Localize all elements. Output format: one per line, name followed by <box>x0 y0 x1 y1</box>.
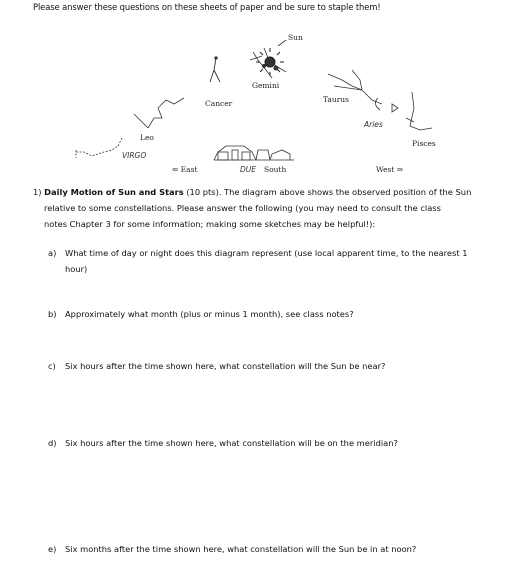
sub-letter: e) <box>48 544 57 554</box>
pisces-constellation <box>406 92 432 130</box>
q1-line3: notes Chapter 3 for some information; making some sketches may be helpful!): <box>44 219 376 229</box>
leo-constellation <box>134 98 184 128</box>
cancer-label: Cancer <box>205 99 233 108</box>
question-1 <box>33 184 503 232</box>
virgo-label: VIRGO <box>122 151 147 160</box>
sub-text: Six hours after the time shown here, what constellation will the Sun be near? <box>65 361 386 371</box>
q1-line2: relative to some constellations. Please answer the following (you may need to consult the class <box>44 203 441 213</box>
sky-diagram <box>0 0 512 180</box>
houses-horizon <box>214 146 294 160</box>
instructions-text: Please answer these questions on these sheets of paper and be sure to staple them! <box>33 2 381 12</box>
south-label: South <box>264 165 287 174</box>
q1-title: Daily Motion of Sun and Stars <box>44 187 184 197</box>
east-label: ⇐ East <box>172 165 198 174</box>
sub-text: Six months after the time shown here, what constellation will the Sun be in at noon? <box>65 544 417 554</box>
virgo-constellation <box>76 138 122 158</box>
sun-label: Sun <box>288 33 303 42</box>
due-label: DUE <box>240 165 257 174</box>
aries-label: Aries <box>364 120 383 129</box>
cancer-constellation <box>210 57 220 82</box>
sub-text: What time of day or night does this diagram represent (use local apparent time, to the nearest 1 <box>65 248 468 258</box>
pisces-label: Pisces <box>412 139 436 148</box>
west-label: West ⇒ <box>376 165 404 174</box>
taurus-label: Taurus <box>323 95 349 104</box>
q1-number: 1) <box>33 187 42 197</box>
sub-text: Six hours after the time shown here, what constellation will be on the meridian? <box>65 438 398 448</box>
leo-label: Leo <box>140 133 154 142</box>
q1-intro: (10 pts). The diagram above shows the observed position of the Sun <box>183 187 472 197</box>
sub-letter: a) <box>48 248 57 258</box>
sun-icon <box>256 48 284 76</box>
gemini-label: Gemini <box>252 81 280 90</box>
sub-text: Approximately what month (plus or minus 1 month), see class notes? <box>65 309 354 319</box>
sub-letter: d) <box>48 438 57 448</box>
sub-text-cont: hour) <box>65 264 88 274</box>
sub-letter: c) <box>48 361 56 371</box>
sub-letter: b) <box>48 309 57 319</box>
